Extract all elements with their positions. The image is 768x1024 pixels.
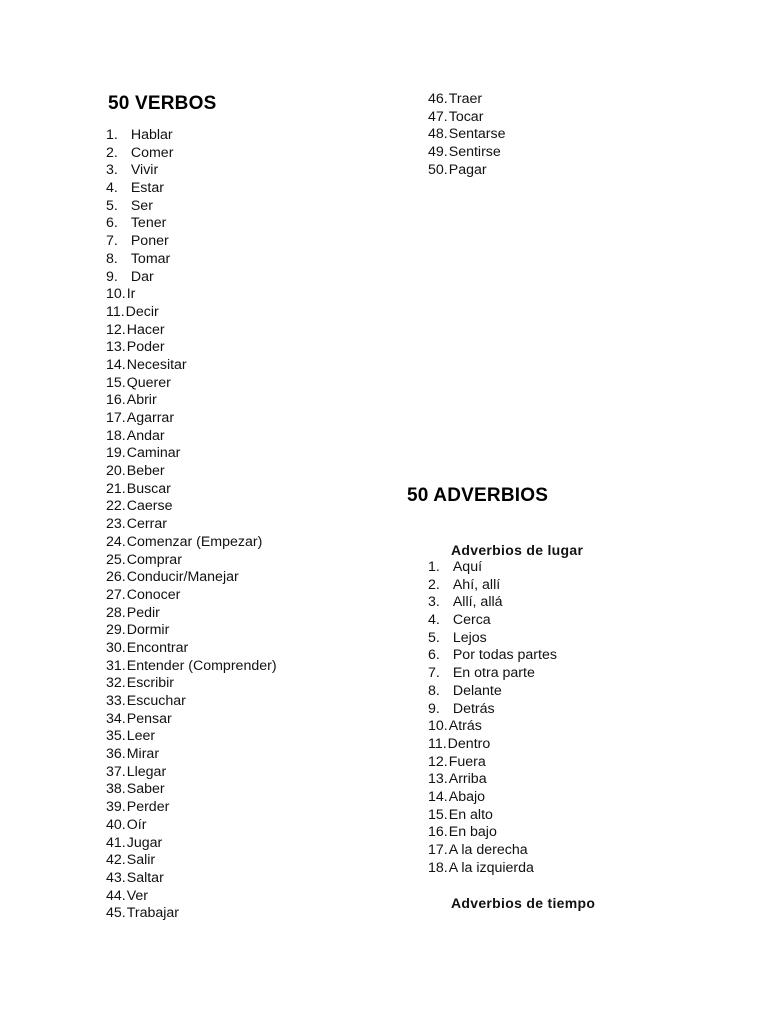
list-item-number: 35. [106,728,126,745]
list-item-text: Querer [126,374,171,391]
list-item-text: En bajo [448,824,497,841]
adverbs-time-heading: Adverbios de tiempo [451,895,596,912]
list-item [106,587,408,605]
list-item-text: Saber [126,781,165,798]
list-item-text: Traer [448,91,483,107]
list-item-text: Escuchar [126,693,186,709]
list-item [106,888,408,906]
list-item [106,498,408,516]
list-item [106,764,408,782]
list-item-number: 36. [106,746,126,763]
list-item-number: 29. [106,622,126,639]
list-item-number: 9. [428,700,440,717]
list-item-number: 37. [106,763,126,780]
list-item-text: Atrás [448,718,482,735]
list-item [428,577,747,595]
list-item-text: Pagar [448,161,487,178]
list-item-number: 11. [428,735,447,752]
list-item [106,516,408,534]
list-item-text: Dentro [447,735,491,752]
list-item-text: Cerca [452,612,491,629]
list-item-text: Lejos [452,629,487,646]
list-item-number: 6. [106,215,118,232]
list-item [106,569,408,587]
list-item [428,594,747,612]
list-item-text: A la izquierda [448,859,534,876]
list-item-number: 17. [106,410,126,426]
list-item [106,817,408,835]
list-item-number: 8. [106,250,118,267]
list-item-number: 39. [106,799,126,816]
list-item [106,445,408,463]
list-item-text: Comprar [126,551,182,568]
list-item-text: Allí, allá [452,594,503,611]
list-item-text: Pedir [126,604,160,621]
list-item-number: 2. [428,576,440,593]
list-item-text: Escribir [126,675,175,692]
list-item-number: 43. [106,869,126,886]
list-item [106,428,408,446]
list-item [106,198,408,216]
list-item-number: 31. [106,657,126,674]
list-item-number: 5. [428,629,440,646]
list-item [106,410,408,428]
list-item [106,622,408,640]
list-item [106,481,408,499]
list-item [428,647,747,665]
list-item [106,251,408,269]
list-item-number: 7. [106,233,118,250]
list-item-text: Oír [126,816,147,833]
list-item-number: 4. [106,180,118,197]
list-item-number: 24. [106,533,126,550]
list-item [106,215,408,233]
list-item [106,728,408,746]
list-item-text: Buscar [126,480,171,497]
list-item [428,754,747,772]
list-item-number: 10. [106,286,126,303]
list-item-text: Abajo [448,788,486,805]
list-item-text: Caerse [126,498,173,515]
list-item-number: 25. [106,551,126,568]
list-item-number: 1. [428,559,440,575]
list-item-number: 32. [106,675,126,692]
list-item-number: 28. [106,604,126,621]
list-item-text: Comenzar (Empezar) [126,533,263,550]
list-item-text: Leer [126,728,156,745]
list-item-number: 8. [428,682,440,699]
list-item-text: Hacer [126,321,165,338]
list-item [428,630,747,648]
list-item-number: 49. [428,144,448,161]
list-item [106,322,408,340]
list-item-number: 12. [428,753,448,770]
list-item-number: 44. [106,887,126,904]
list-item-text: Ir [126,286,136,303]
list-item-text: Beber [126,463,165,480]
list-item [428,771,747,789]
list-item [106,711,408,729]
list-item-number: 15. [106,374,126,391]
list-item [428,126,728,144]
list-item-number: 26. [106,569,126,586]
list-item-number: 15. [428,806,448,823]
list-item-text: Sentirse [448,144,501,161]
list-item-text: Trabajar [126,905,180,922]
list-item-text: A la derecha [448,842,528,858]
list-item-text: Delante [452,682,502,699]
list-item-number: 23. [106,516,126,533]
list-item [106,605,408,623]
list-item-number: 20. [106,463,126,480]
list-item-text: Ser [130,197,153,214]
list-item-text: Ahí, allí [452,576,501,593]
list-item-text: Pensar [126,710,172,727]
verbs-list-continued [428,91,728,179]
list-item [428,109,728,127]
list-item [106,781,408,799]
list-item-number: 6. [428,647,440,664]
list-item [106,392,408,410]
list-item-number: 11. [106,303,125,320]
list-item-number: 7. [428,665,440,682]
list-item-text: Jugar [126,834,163,851]
verbs-list [106,127,408,923]
list-item-number: 14. [428,788,448,805]
list-item-number: 1. [106,127,118,143]
verbs-title: 50 VERBOS [108,93,217,114]
list-item-text: Poner [130,233,169,250]
list-item [428,807,747,825]
list-item [428,860,747,878]
list-item-number: 27. [106,586,126,603]
list-item [106,233,408,251]
list-item [106,145,408,163]
list-item-text: En alto [448,806,493,823]
list-item-number: 45. [106,905,126,922]
list-item-number: 48. [428,126,448,143]
list-item [106,870,408,888]
list-item-text: Poder [126,339,165,356]
list-item [106,658,408,676]
list-item-text: Estar [130,180,164,197]
list-item-text: Fuera [448,753,486,770]
list-item [106,675,408,693]
list-item-number: 34. [106,710,126,727]
list-item-number: 13. [106,339,126,356]
list-item-number: 9. [106,268,118,285]
list-item-number: 41. [106,834,126,851]
list-item [428,559,747,577]
list-item [428,701,747,719]
list-item [428,665,747,683]
list-item-number: 50. [428,161,448,178]
list-item-number: 40. [106,816,126,833]
list-item-number: 22. [106,498,126,515]
list-item-text: Tomar [130,250,171,267]
adverbs-section [407,484,747,912]
list-item-text: En otra parte [452,665,535,682]
list-item-number: 18. [428,859,448,876]
list-item-text: Decir [125,303,159,320]
list-item-number: 16. [428,824,448,841]
list-item-text: Perder [126,799,170,816]
list-item-text: Sentarse [448,126,506,143]
list-item [428,718,747,736]
list-item-number: 38. [106,781,126,798]
list-item-number: 17. [428,842,448,858]
list-item-text: Conducir/Manejar [126,569,239,586]
list-item-number: 47. [428,108,448,125]
list-item [428,683,747,701]
list-item [428,144,728,162]
list-item [106,269,408,287]
list-item-number: 14. [106,356,126,373]
list-item [106,534,408,552]
list-item-number: 13. [428,771,448,788]
list-item [106,162,408,180]
list-item [106,852,408,870]
list-item-text: Hablar [130,127,173,143]
list-item [106,286,408,304]
verbs-column-right [428,91,728,179]
list-item-number: 19. [106,445,126,462]
list-item-text: Vivir [130,162,159,179]
list-item-number: 16. [106,392,126,409]
list-item-text: Conocer [126,586,181,603]
list-item-text: Arriba [448,771,487,788]
list-item-number: 18. [106,427,126,444]
list-item [106,905,408,923]
list-item-text: Mirar [126,746,160,763]
verbs-column-left [108,92,408,923]
list-item-text: Encontrar [126,639,189,656]
list-item-number: 21. [106,480,126,497]
list-item-text: Dar [130,268,154,285]
list-item-text: Agarrar [126,410,175,426]
list-item [106,304,408,322]
list-item-text: Salir [126,852,156,869]
list-item-number: 42. [106,852,126,869]
list-item-text: Necesitar [126,356,187,373]
list-item [428,612,747,630]
list-item-text: Detrás [452,700,495,717]
list-item [428,824,747,842]
adverbs-place-list [428,559,747,877]
list-item-text: Andar [126,427,165,444]
list-item [106,693,408,711]
list-item-text: Por todas partes [452,647,557,664]
list-item-number: 12. [106,321,126,338]
list-item-number: 5. [106,197,118,214]
list-item-text: Ver [126,887,149,904]
list-item [106,339,408,357]
list-item-number: 3. [428,594,440,611]
list-item [428,91,728,109]
list-item [106,127,408,145]
list-item-number: 10. [428,718,448,735]
list-item [428,162,728,180]
list-item [106,180,408,198]
list-item [106,640,408,658]
list-item-text: Dormir [126,622,170,639]
list-item [106,552,408,570]
list-item [428,789,747,807]
list-item-text: Aquí [452,559,483,575]
list-item-number: 33. [106,693,126,709]
adverbs-place-heading: Adverbios de lugar [451,542,584,558]
list-item-number: 30. [106,639,126,656]
list-item-number: 3. [106,162,118,179]
list-item-text: Tener [130,215,167,232]
adverbs-title: 50 ADVERBIOS [407,485,549,506]
list-item-text: Comer [130,144,174,161]
list-item-text: Saltar [126,869,164,886]
list-item [106,746,408,764]
list-item [106,357,408,375]
list-item [428,736,747,754]
list-item-text: Abrir [126,392,157,409]
list-item-text: Caminar [126,445,181,462]
list-item [106,835,408,853]
list-item-number: 2. [106,144,118,161]
list-item [106,799,408,817]
list-item-text: Cerrar [126,516,167,533]
list-item-text: Llegar [126,763,167,780]
list-item [106,463,408,481]
list-item [106,375,408,393]
list-item-text: Tocar [448,108,484,125]
list-item-text: Entender (Comprender) [126,657,277,674]
list-item-number: 46. [428,91,448,107]
list-item [428,842,747,860]
list-item-number: 4. [428,612,440,629]
